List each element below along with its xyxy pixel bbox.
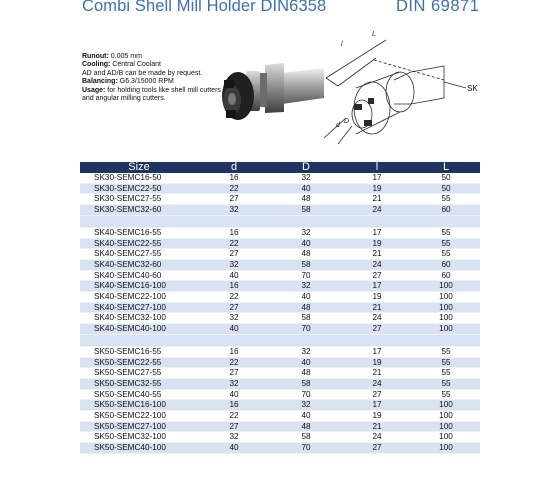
- cell-L: 100: [412, 313, 480, 324]
- cell-L: 55: [412, 357, 480, 368]
- table-spacer-row: [80, 215, 480, 227]
- cell-d: 22: [198, 238, 270, 249]
- cell-d: 40: [198, 443, 270, 454]
- cell-L: 60: [412, 270, 480, 281]
- dim-label-d: d: [336, 122, 340, 129]
- table-row: [80, 194, 480, 205]
- cell-l: 17: [342, 227, 412, 238]
- header-L: L: [412, 162, 480, 173]
- table-row: [80, 411, 480, 422]
- cell-size: SK40-SEMC40-60: [80, 270, 198, 281]
- cell-size: SK40-SEMC40-100: [80, 324, 198, 335]
- cell-D: 40: [270, 357, 342, 368]
- cell-l: 19: [342, 238, 412, 249]
- cell-d: 16: [198, 400, 270, 411]
- cell-d: 16: [198, 281, 270, 292]
- cell-D: 40: [270, 411, 342, 422]
- cell-l: 21: [342, 249, 412, 260]
- cell-d: 32: [198, 259, 270, 270]
- cell-l: 24: [342, 432, 412, 443]
- cell-size: SK40-SEMC22-100: [80, 292, 198, 303]
- cell-L: 100: [412, 302, 480, 313]
- cell-l: 19: [342, 357, 412, 368]
- spec-runout: Runout: 0.005 mm: [82, 53, 142, 60]
- header-d: d: [198, 162, 270, 173]
- cell-D: 48: [270, 249, 342, 260]
- table-row: [80, 238, 480, 249]
- cell-l: 24: [342, 259, 412, 270]
- cell-d: 27: [198, 421, 270, 432]
- table-row: [80, 443, 480, 454]
- cell-d: 16: [198, 227, 270, 238]
- cell-L: 100: [412, 443, 480, 454]
- cell-l: 24: [342, 205, 412, 216]
- cell-d: 40: [198, 270, 270, 281]
- cell-l: 27: [342, 443, 412, 454]
- cell-d: 32: [198, 313, 270, 324]
- cell-D: 58: [270, 205, 342, 216]
- cell-l: 24: [342, 378, 412, 389]
- cell-D: 70: [270, 389, 342, 400]
- cell-size: SK50-SEMC22-55: [80, 357, 198, 368]
- cell-size: SK50-SEMC40-55: [80, 389, 198, 400]
- cell-L: 100: [412, 411, 480, 422]
- cell-L: 55: [412, 378, 480, 389]
- cell-L: 100: [412, 421, 480, 432]
- table-row: [80, 378, 480, 389]
- cell-D: 58: [270, 259, 342, 270]
- cell-size: SK30-SEMC27-55: [80, 194, 198, 205]
- cell-d: 32: [198, 205, 270, 216]
- cell-D: 40: [270, 292, 342, 303]
- cell-L: 60: [412, 259, 480, 270]
- cell-L: 55: [412, 346, 480, 357]
- cell-d: 16: [198, 173, 270, 183]
- cell-D: 32: [270, 281, 342, 292]
- table-row: [80, 205, 480, 216]
- cell-size: SK50-SEMC27-55: [80, 368, 198, 379]
- cell-D: 32: [270, 346, 342, 357]
- cell-l: 27: [342, 324, 412, 335]
- cell-size: SK30-SEMC16-50: [80, 173, 198, 183]
- cell-L: 100: [412, 281, 480, 292]
- cell-D: 48: [270, 421, 342, 432]
- cell-L: 55: [412, 238, 480, 249]
- cell-size: SK40-SEMC32-60: [80, 259, 198, 270]
- table-row: [80, 281, 480, 292]
- cell-size: SK30-SEMC22-50: [80, 183, 198, 194]
- cell-size: SK50-SEMC22-100: [80, 411, 198, 422]
- cell-l: 17: [342, 173, 412, 183]
- cell-size: SK40-SEMC16-55: [80, 227, 198, 238]
- cell-size: SK30-SEMC32-60: [80, 205, 198, 216]
- cell-l: 17: [342, 400, 412, 411]
- cell-size: SK40-SEMC27-55: [80, 249, 198, 260]
- cell-D: 70: [270, 443, 342, 454]
- table-row: [80, 292, 480, 303]
- cell-L: 100: [412, 292, 480, 303]
- dimensions-table: [80, 162, 480, 454]
- cell-D: 58: [270, 313, 342, 324]
- cell-D: 32: [270, 173, 342, 183]
- dim-label-D: D: [344, 118, 350, 125]
- spec-cooling: Cooling: Central Coolant: [82, 61, 161, 69]
- cell-L: 50: [412, 183, 480, 194]
- cell-l: 17: [342, 346, 412, 357]
- cell-L: 100: [412, 432, 480, 443]
- technical-drawing: [316, 18, 476, 158]
- cell-size: SK40-SEMC16-100: [80, 281, 198, 292]
- dim-label-L: L: [372, 31, 376, 38]
- cell-size: SK50-SEMC16-55: [80, 346, 198, 357]
- table-row: [80, 249, 480, 260]
- spec-usage: Usage: for holding tools like shell mill cutters and angular milling cutters.: [82, 86, 221, 103]
- cell-l: 17: [342, 281, 412, 292]
- table-row: [80, 183, 480, 194]
- table-body: [80, 173, 480, 453]
- cell-size: SK40-SEMC32-100: [80, 313, 198, 324]
- cell-D: 48: [270, 368, 342, 379]
- cell-d: 22: [198, 292, 270, 303]
- cell-size: SK40-SEMC22-55: [80, 238, 198, 249]
- cell-l: 21: [342, 368, 412, 379]
- cell-L: 55: [412, 194, 480, 205]
- cell-d: 22: [198, 183, 270, 194]
- cell-L: 100: [412, 324, 480, 335]
- table-row: [80, 313, 480, 324]
- cell-d: 27: [198, 302, 270, 313]
- table-row: [80, 259, 480, 270]
- cell-D: 32: [270, 227, 342, 238]
- cell-D: 48: [270, 194, 342, 205]
- cell-size: SK50-SEMC16-100: [80, 400, 198, 411]
- table-row: [80, 368, 480, 379]
- cell-D: 70: [270, 270, 342, 281]
- cell-L: 55: [412, 389, 480, 400]
- spec-note: AD and AD/B can be made by request.: [82, 69, 203, 77]
- cell-l: 27: [342, 270, 412, 281]
- cell-D: 40: [270, 183, 342, 194]
- cell-D: 58: [270, 378, 342, 389]
- cell-l: 21: [342, 421, 412, 432]
- cell-size: SK40-SEMC27-100: [80, 302, 198, 313]
- cell-d: 27: [198, 249, 270, 260]
- cell-L: 55: [412, 368, 480, 379]
- cell-l: 21: [342, 302, 412, 313]
- cell-d: 32: [198, 378, 270, 389]
- cell-size: SK50-SEMC27-100: [80, 421, 198, 432]
- header-l: l: [342, 162, 412, 173]
- cell-l: 21: [342, 194, 412, 205]
- cell-l: 19: [342, 183, 412, 194]
- table-row: [80, 421, 480, 432]
- cell-L: 55: [412, 227, 480, 238]
- dim-label-l: l: [341, 41, 343, 48]
- cell-d: 40: [198, 324, 270, 335]
- table-spacer-row: [80, 334, 480, 346]
- cell-d: 27: [198, 368, 270, 379]
- cell-d: 22: [198, 357, 270, 368]
- cell-d: 32: [198, 432, 270, 443]
- table-row: [80, 357, 480, 368]
- cell-d: 16: [198, 346, 270, 357]
- table-row: [80, 389, 480, 400]
- table-row: [80, 227, 480, 238]
- cell-D: 48: [270, 302, 342, 313]
- table-header-row: [80, 162, 480, 173]
- cell-l: 19: [342, 411, 412, 422]
- cell-l: 24: [342, 313, 412, 324]
- cell-D: 32: [270, 400, 342, 411]
- din-number: DIN 69871: [396, 0, 480, 15]
- cell-L: 50: [412, 173, 480, 183]
- cell-d: 22: [198, 411, 270, 422]
- table-row: [80, 400, 480, 411]
- table-row: [80, 270, 480, 281]
- spec-balancing: Balancing: G6.3/15000 RPM: [82, 78, 174, 86]
- cell-L: 55: [412, 249, 480, 260]
- cell-l: 27: [342, 389, 412, 400]
- sk-label: SK: [467, 84, 478, 93]
- header-D: D: [270, 162, 342, 173]
- spacer-cell: [80, 334, 480, 346]
- table-row: [80, 302, 480, 313]
- spacer-cell: [80, 215, 480, 227]
- table-row: [80, 324, 480, 335]
- cell-size: SK50-SEMC32-55: [80, 378, 198, 389]
- table-row: [80, 346, 480, 357]
- table-row: [80, 173, 480, 183]
- cell-d: 40: [198, 389, 270, 400]
- cell-l: 19: [342, 292, 412, 303]
- cell-L: 100: [412, 400, 480, 411]
- cell-L: 60: [412, 205, 480, 216]
- header-size: Size: [80, 162, 198, 173]
- cell-D: 70: [270, 324, 342, 335]
- cell-D: 40: [270, 238, 342, 249]
- cell-D: 58: [270, 432, 342, 443]
- cell-size: SK50-SEMC32-100: [80, 432, 198, 443]
- page-title: Combi Shell Mill Holder DIN6358: [82, 0, 327, 15]
- cell-size: SK50-SEMC40-100: [80, 443, 198, 454]
- cell-d: 27: [198, 194, 270, 205]
- table-row: [80, 432, 480, 443]
